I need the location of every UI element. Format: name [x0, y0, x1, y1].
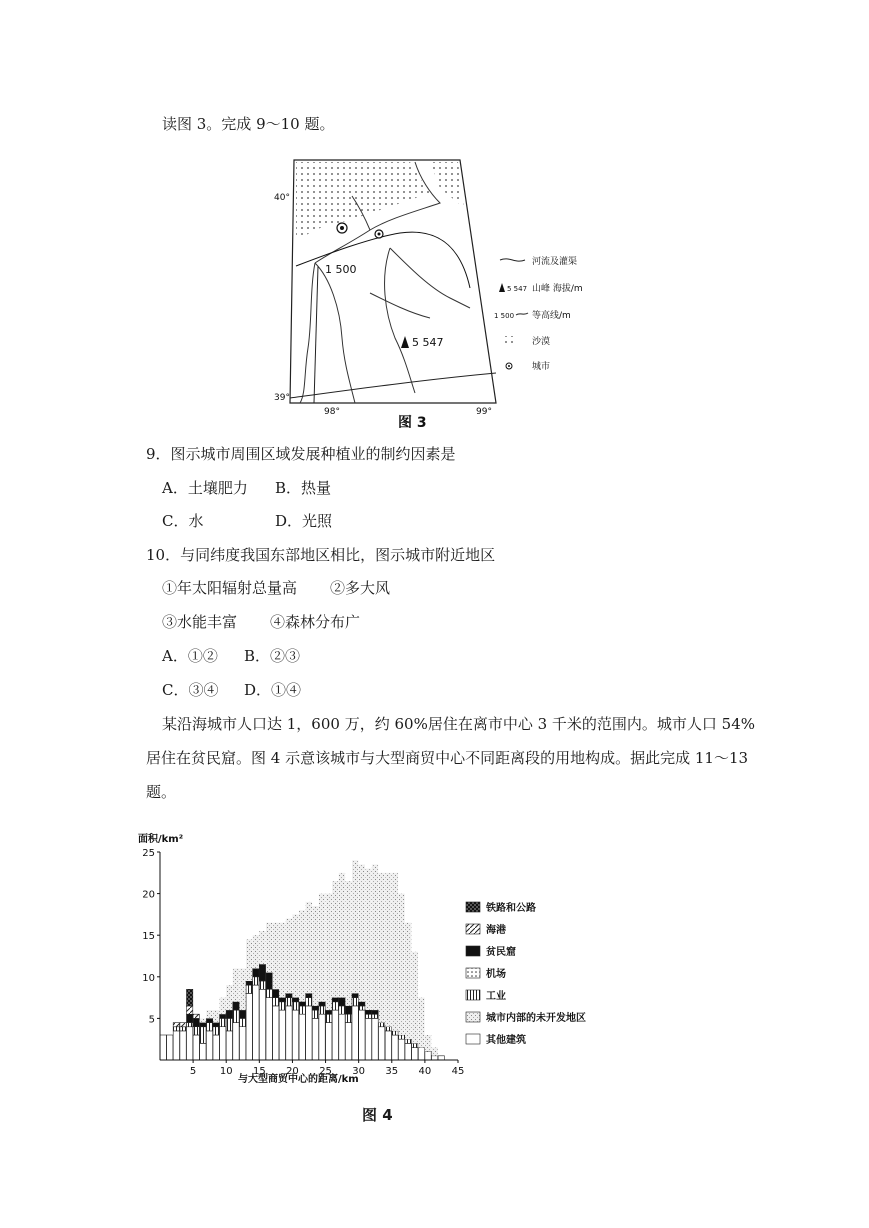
legend-peak-label: 山峰 海拔/m — [532, 284, 583, 294]
legend-city-label: 城市 — [532, 362, 551, 372]
bar-segment-0-28 — [345, 1023, 351, 1060]
q10-statement-2: ②多大风 — [330, 579, 391, 597]
bar-segment-6-19 — [286, 919, 292, 994]
intro-map: 读图 3。完成 9～10 题。 — [162, 115, 335, 133]
bar-segment-3-22 — [306, 993, 312, 997]
bar-segment-4-3 — [180, 1023, 186, 1027]
x-tick-label-6: 35 — [385, 1066, 399, 1077]
figure-3-map — [270, 148, 600, 428]
x-tick-label-0: 5 — [189, 1066, 197, 1077]
bar-segment-6-18 — [279, 923, 285, 998]
map-legend — [494, 255, 583, 372]
x-tick-label-8: 45 — [451, 1066, 465, 1077]
bar-segment-0-31 — [365, 1018, 371, 1060]
figure-4-chart — [130, 818, 610, 1118]
bar-segment-0-20 — [292, 1010, 298, 1060]
bar-segment-3-13 — [246, 981, 252, 985]
bar-segment-6-22 — [306, 902, 312, 994]
bar-segment-3-12 — [240, 1010, 246, 1018]
legend-swatch-0 — [466, 902, 480, 912]
bar-segment-3-11 — [233, 1002, 239, 1010]
bar-segment-6-34 — [385, 873, 391, 1027]
bar-segment-1-36 — [398, 1035, 404, 1039]
bar-segment-1-21 — [299, 1006, 305, 1014]
bar-segment-6-33 — [379, 873, 385, 1023]
bar-segment-6-17 — [273, 923, 279, 990]
bar-segment-1-30 — [359, 1006, 365, 1010]
bar-segment-6-11 — [233, 969, 239, 1002]
legend-label-1: 海港 — [486, 925, 506, 936]
chart-ylabel: 面积/km² — [138, 834, 184, 845]
bar-segment-0-41 — [432, 1056, 438, 1060]
bar-segment-3-8 — [213, 1023, 219, 1027]
bar-segment-0-5 — [193, 1035, 199, 1060]
bar-segment-0-40 — [425, 1052, 431, 1060]
bar-segment-1-15 — [259, 981, 265, 989]
bar-segment-6-24 — [319, 894, 325, 1002]
q9-option-b: B．热量 — [275, 479, 332, 497]
bar-segment-6-14 — [253, 935, 259, 968]
bar-segment-3-10 — [226, 1010, 232, 1018]
bar-segment-1-25 — [326, 1014, 332, 1022]
lat-top-label: 40° — [274, 193, 290, 203]
legend-swatch-1 — [466, 924, 480, 934]
bar-segment-0-1 — [167, 1035, 173, 1060]
bar-segment-1-17 — [273, 998, 279, 1006]
bar-segment-3-27 — [339, 998, 345, 1006]
bar-segment-0-19 — [286, 1006, 292, 1060]
intro-chart-line-2: 居住在贫民窟。图 4 示意该城市与大型商贸中心不同距离段的用地构成。据此完成 11～13 — [146, 749, 749, 767]
bar-segment-0-18 — [279, 1010, 285, 1060]
bar-segment-1-24 — [319, 1006, 325, 1014]
q10-option-d: D．①④ — [244, 681, 302, 699]
river-legend-icon — [500, 259, 525, 261]
peak-icon — [401, 336, 409, 348]
contour-1500 — [296, 232, 470, 288]
bar-segment-0-12 — [240, 1027, 246, 1060]
bar-segment-3-19 — [286, 993, 292, 997]
desert-area-west — [296, 162, 430, 238]
desert-legend-icon — [504, 336, 514, 344]
q9-option-a: A．土壤肥力 — [162, 479, 248, 497]
chart-xlabel: 与大型商贸中心的距离/km — [238, 1074, 359, 1085]
chart-svg — [130, 818, 610, 1118]
bar-segment-0-2 — [173, 1031, 179, 1060]
bar-segment-1-5 — [193, 1027, 199, 1035]
bar-segment-4-5 — [193, 1014, 199, 1018]
x-tick-label-2: 15 — [252, 1066, 266, 1077]
legend-contour-label: 等高线/m — [532, 311, 571, 321]
river-5 — [385, 248, 415, 393]
legend-swatch-6 — [466, 1034, 480, 1044]
river-4 — [315, 263, 355, 403]
bar-segment-0-35 — [392, 1035, 398, 1060]
legend-label-4: 工业 — [486, 991, 506, 1002]
bar-segment-1-37 — [405, 1039, 411, 1043]
bar-segment-1-28 — [345, 1014, 351, 1022]
bar-segment-3-31 — [365, 1010, 371, 1014]
bar-segment-6-35 — [392, 873, 398, 1031]
lat-bottom-label: 39° — [274, 393, 290, 403]
bar-segment-1-12 — [240, 1018, 246, 1026]
bar-segment-5-4 — [187, 989, 193, 1006]
river-7 — [370, 293, 430, 318]
bar-segment-0-30 — [359, 1010, 365, 1060]
bar-segment-0-7 — [206, 1031, 212, 1060]
bar-segment-6-13 — [246, 939, 252, 981]
longitude-98-line — [314, 266, 318, 403]
bar-segment-6-23 — [312, 906, 318, 1006]
legend-label-2: 贫民窟 — [486, 947, 516, 958]
bar-segment-6-31 — [365, 869, 371, 1010]
bar-segment-6-39 — [418, 998, 424, 1048]
legend-swatch-2 — [466, 946, 480, 956]
bar-segment-1-38 — [412, 1043, 418, 1047]
y-tick-label-0: 5 — [148, 1014, 155, 1026]
map-svg — [270, 148, 600, 428]
bar-segment-3-14 — [253, 969, 259, 977]
bar-segment-3-30 — [359, 1002, 365, 1006]
bar-segment-6-16 — [266, 923, 272, 973]
bar-segment-1-4 — [187, 1023, 193, 1027]
peak-label: 5 547 — [412, 336, 444, 349]
q10-stem: 10．与同纬度我国东部地区相比，图示城市附近地区 — [146, 546, 496, 564]
bar-segment-3-6 — [200, 1023, 206, 1027]
lon-right-label: 99° — [476, 407, 492, 417]
bar-segment-0-23 — [312, 1018, 318, 1060]
bar-segment-4-2 — [173, 1023, 179, 1027]
chart-bars — [160, 860, 444, 1060]
legend-label-0: 铁路和公路 — [486, 903, 536, 914]
bar-segment-1-2 — [173, 1027, 179, 1031]
bar-segment-3-23 — [312, 1006, 318, 1010]
bar-segment-3-25 — [326, 1010, 332, 1014]
bar-segment-3-17 — [273, 989, 279, 997]
bar-segment-0-33 — [379, 1027, 385, 1060]
bar-segment-6-12 — [240, 969, 246, 1011]
bar-segment-0-25 — [326, 1023, 332, 1060]
lon-left-label: 98° — [324, 407, 340, 417]
bar-segment-6-32 — [372, 865, 378, 1011]
bar-segment-1-29 — [352, 998, 358, 1006]
bar-segment-0-21 — [299, 1014, 305, 1060]
bar-segment-6-30 — [359, 865, 365, 1002]
bar-segment-1-16 — [266, 989, 272, 997]
bar-segment-6-6 — [200, 1018, 206, 1022]
bar-segment-6-20 — [292, 914, 298, 997]
bar-segment-0-39 — [418, 1048, 424, 1061]
legend-peak-prefix: 5 547 — [507, 285, 528, 293]
legend-contour-prefix: 1 500 — [494, 312, 515, 320]
contour-label: 1 500 — [325, 263, 357, 276]
bar-segment-3-28 — [345, 1006, 351, 1014]
q10-option-c: C．③④ — [162, 681, 219, 699]
bar-segment-6-41 — [432, 1048, 438, 1056]
y-tick-label-3: 20 — [142, 889, 155, 901]
bar-segment-6-10 — [226, 985, 232, 1010]
bar-segment-0-11 — [233, 1023, 239, 1060]
bar-segment-0-32 — [372, 1018, 378, 1060]
q10-statement-4: ④森林分布广 — [270, 613, 361, 631]
bar-segment-6-37 — [405, 923, 411, 1039]
bar-segment-3-20 — [292, 998, 298, 1002]
chart-caption: 图 4 — [362, 1106, 393, 1124]
bar-segment-6-29 — [352, 860, 358, 993]
q9-option-d: D．光照 — [275, 512, 333, 530]
bar-segment-0-24 — [319, 1014, 325, 1060]
bar-segment-1-8 — [213, 1027, 219, 1035]
bar-segment-1-14 — [253, 977, 259, 985]
bar-segment-1-3 — [180, 1027, 186, 1031]
bar-segment-1-11 — [233, 1010, 239, 1023]
bar-segment-1-7 — [206, 1023, 212, 1031]
bar-segment-6-15 — [259, 931, 265, 964]
y-tick-label-1: 10 — [142, 972, 155, 984]
y-tick-label-4: 25 — [142, 848, 155, 859]
bar-segment-0-37 — [405, 1043, 411, 1060]
bar-segment-3-9 — [220, 1014, 226, 1018]
bar-segment-3-7 — [206, 1018, 212, 1022]
bar-segment-0-38 — [412, 1048, 418, 1061]
bar-segment-1-31 — [365, 1014, 371, 1018]
legend-river-label: 河流及灌渠 — [532, 257, 578, 267]
legend-desert-label: 沙漠 — [532, 337, 551, 347]
legend-swatch-3 — [466, 968, 480, 978]
q9-stem: 9．图示城市周围区域发展种植业的制约因素是 — [146, 445, 456, 463]
bar-segment-3-5 — [193, 1018, 199, 1026]
bar-segment-0-26 — [332, 1010, 338, 1060]
latitude-39-line — [290, 373, 496, 398]
q10-statement-3: ③水能丰富 — [162, 613, 238, 631]
legend-label-3: 机场 — [486, 969, 506, 980]
bar-segment-1-27 — [339, 1006, 345, 1014]
bar-segment-6-40 — [425, 1035, 431, 1052]
y-tick-label-2: 15 — [142, 931, 155, 943]
bar-segment-1-19 — [286, 998, 292, 1006]
bar-segment-1-35 — [392, 1031, 398, 1035]
bar-segment-6-36 — [398, 894, 404, 1035]
bar-segment-0-29 — [352, 1006, 358, 1060]
bar-segment-0-22 — [306, 1006, 312, 1060]
bar-segment-3-4 — [187, 1014, 193, 1022]
legend-swatch-4 — [466, 990, 480, 1000]
intro-chart-line-3: 题。 — [146, 783, 177, 801]
bar-segment-6-8 — [213, 1010, 219, 1023]
bar-segment-0-16 — [266, 998, 272, 1060]
bar-segment-0-6 — [200, 1043, 206, 1060]
chart-legend — [466, 901, 586, 1046]
bar-segment-0-34 — [385, 1031, 391, 1060]
bar-segment-3-26 — [332, 998, 338, 1002]
bar-segment-3-29 — [352, 993, 358, 997]
legend-label-6: 其他建筑 — [486, 1035, 526, 1046]
intro-chart-line-1: 某沿海城市人口达 1，600 万，约 60%居住在离市中心 3 千米的范围内。城市人口 54% — [162, 715, 756, 733]
x-tick-label-4: 25 — [319, 1066, 332, 1077]
bar-segment-6-9 — [220, 998, 226, 1015]
bar-segment-1-33 — [379, 1023, 385, 1027]
bar-segment-6-28 — [345, 881, 351, 1006]
bar-segment-3-15 — [259, 964, 265, 981]
bar-segment-1-18 — [279, 1002, 285, 1010]
x-tick-label-7: 40 — [418, 1066, 432, 1077]
bar-segment-0-8 — [213, 1035, 219, 1060]
q10-option-b: B．②③ — [244, 647, 301, 665]
bar-segment-3-32 — [372, 1010, 378, 1014]
bar-segment-1-23 — [312, 1010, 318, 1018]
bar-segment-0-0 — [160, 1035, 166, 1060]
bar-segment-1-32 — [372, 1014, 378, 1018]
bar-segment-6-21 — [299, 910, 305, 1002]
q10-option-a: A．①② — [162, 647, 218, 665]
bar-segment-0-42 — [438, 1056, 444, 1060]
bar-segment-3-24 — [319, 1002, 325, 1006]
bar-segment-0-14 — [253, 985, 259, 1060]
bar-segment-3-18 — [279, 998, 285, 1002]
peak-legend-icon — [499, 283, 505, 292]
bar-segment-0-27 — [339, 1014, 345, 1060]
x-tick-label-1: 10 — [219, 1066, 233, 1077]
bar-segment-3-21 — [299, 1002, 305, 1006]
bar-segment-1-22 — [306, 998, 312, 1006]
river-3 — [300, 263, 315, 403]
bar-segment-1-26 — [332, 1002, 338, 1010]
bar-segment-1-20 — [292, 1002, 298, 1010]
bar-segment-6-25 — [326, 894, 332, 1011]
bar-segment-0-10 — [226, 1031, 232, 1060]
q10-statement-1: ①年太阳辐射总量高 — [162, 579, 298, 597]
bar-segment-1-13 — [246, 985, 252, 993]
bar-segment-6-38 — [412, 952, 418, 1044]
legend-label-5: 城市内部的未开发地区 — [486, 1013, 586, 1024]
bar-segment-1-9 — [220, 1018, 226, 1026]
bar-segment-0-15 — [259, 989, 265, 1060]
bar-segment-1-6 — [200, 1027, 206, 1044]
bar-segment-0-13 — [246, 993, 252, 1060]
x-tick-label-3: 20 — [286, 1066, 299, 1077]
bar-segment-6-26 — [332, 881, 338, 998]
bar-segment-1-10 — [226, 1018, 232, 1031]
desert-area-east — [430, 162, 464, 208]
bar-segment-3-16 — [266, 973, 272, 990]
x-tick-label-5: 30 — [352, 1066, 366, 1077]
bar-segment-0-36 — [398, 1039, 404, 1060]
bar-segment-0-9 — [220, 1027, 226, 1060]
q9-option-c: C．水 — [162, 512, 204, 530]
bar-segment-0-17 — [273, 1006, 279, 1060]
bar-segment-6-7 — [206, 1010, 212, 1018]
bar-segment-4-4 — [187, 1006, 193, 1014]
bar-segment-1-34 — [385, 1027, 391, 1031]
bar-segment-6-27 — [339, 873, 345, 998]
bar-segment-0-4 — [187, 1027, 193, 1060]
y-ticks — [142, 848, 160, 1025]
map-caption: 图 3 — [398, 415, 427, 428]
legend-swatch-5 — [466, 1012, 480, 1022]
bar-segment-0-3 — [180, 1031, 186, 1060]
contour-legend-icon — [516, 313, 528, 315]
